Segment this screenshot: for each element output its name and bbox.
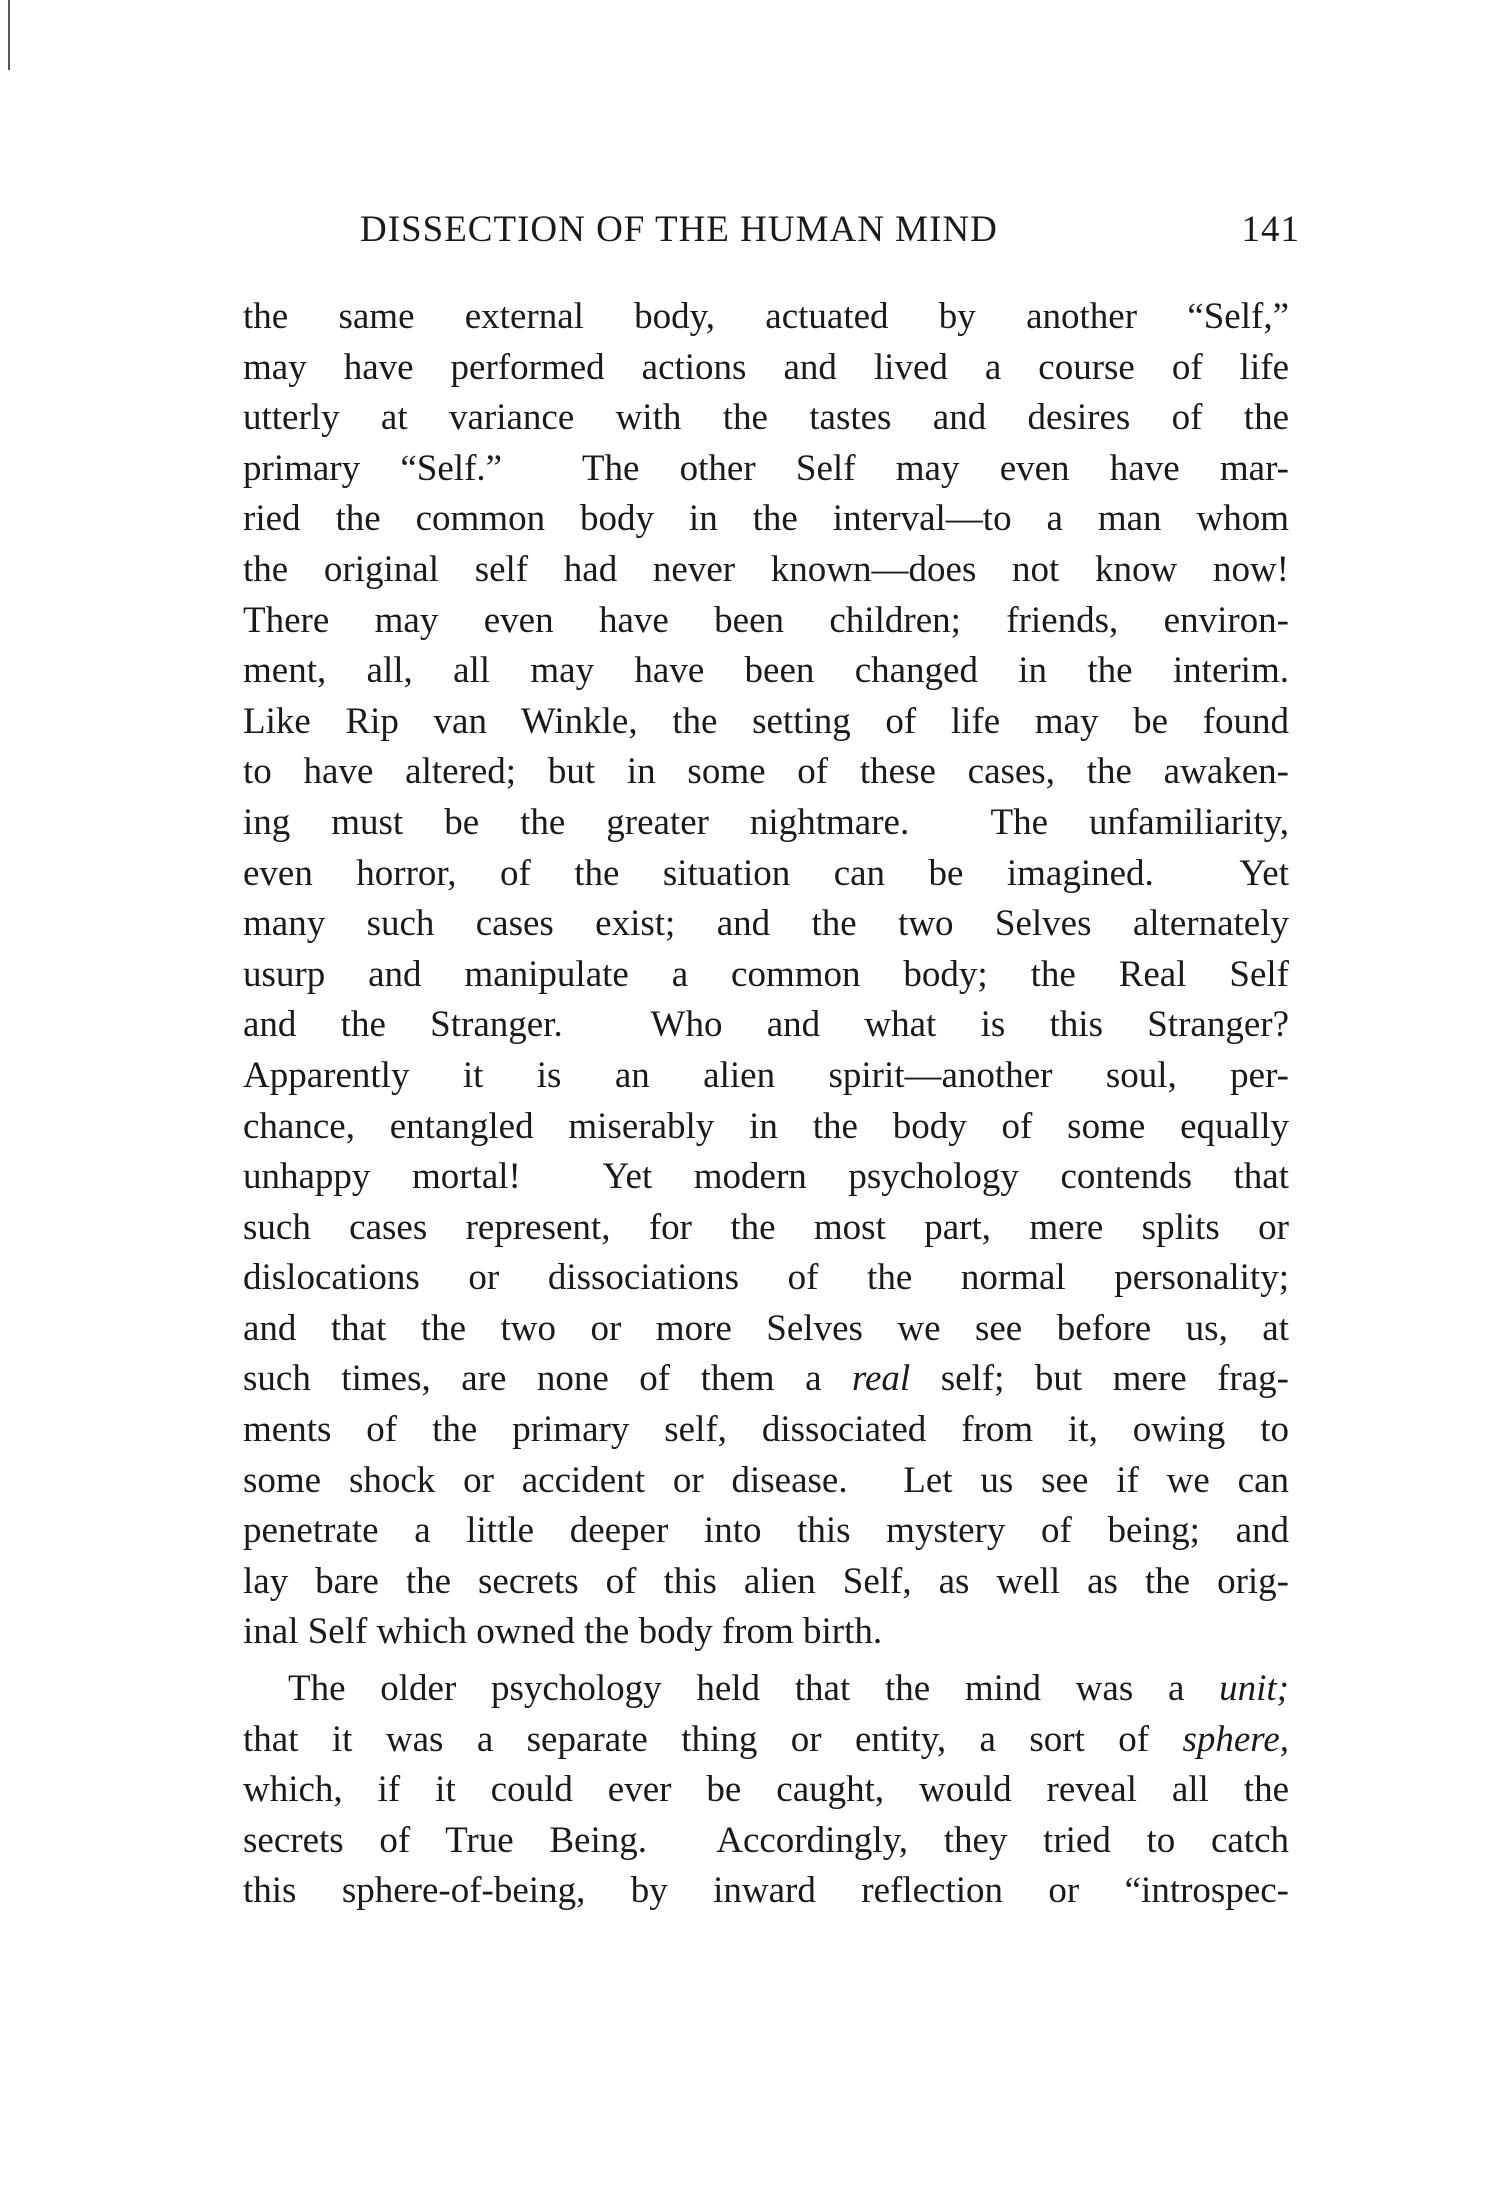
text-line: [243, 1152, 1289, 1203]
text-line: [243, 798, 1289, 849]
text-run: such cases represent, for the most part, mere splits or: [243, 1206, 1289, 1248]
text-run: this sphere-of-being, by inward reflection or “introspec-: [243, 1870, 1289, 1912]
scan-edge-mark: [8, 0, 10, 70]
text-run: penetrate a little deeper into this mystery of being; and: [243, 1510, 1289, 1552]
text-run: many such cases exist; and the two Selves alternately: [243, 903, 1289, 945]
italic-text: sphere,: [1182, 1718, 1289, 1760]
text-run: lay bare the secrets of this alien Self, as well as the orig-: [243, 1560, 1289, 1602]
text-run: ment, all, all may have been changed in the interim.: [243, 650, 1289, 692]
italic-text: real: [851, 1358, 911, 1400]
body-text: [243, 292, 1289, 1917]
text-line: [243, 343, 1289, 394]
text-run: secrets of True Being. Accordingly, they tried to catch: [243, 1819, 1289, 1861]
paragraph: [243, 1664, 1289, 1917]
running-head: [360, 202, 1300, 258]
text-line: [243, 1000, 1289, 1051]
text-run: utterly at variance with the tastes and desires of the: [243, 397, 1289, 439]
text-line: [243, 1456, 1289, 1507]
text-line: [243, 646, 1289, 697]
text-run: Apparently it is an alien spirit—another soul, per-: [243, 1054, 1289, 1096]
text-line: [243, 1304, 1289, 1355]
text-run: even horror, of the situation can be imagined. Yet: [243, 852, 1289, 894]
text-line: [243, 1405, 1289, 1456]
text-line: [243, 1354, 1289, 1405]
text-run: such times, are none of them a: [243, 1358, 852, 1400]
text-run: and the Stranger. Who and what is this Stranger?: [243, 1004, 1289, 1046]
text-run: The older psychology held that the mind was a: [288, 1668, 1220, 1710]
text-run: usurp and manipulate a common body; the Real Self: [243, 953, 1289, 995]
text-run: and that the two or more Selves we see before us, at: [243, 1307, 1289, 1349]
text-line: [243, 697, 1289, 748]
page-number: 141: [1241, 209, 1300, 250]
text-line: [243, 1816, 1289, 1867]
text-line: [243, 1765, 1289, 1816]
text-run: unhappy mortal! Yet modern psychology contends that: [243, 1156, 1289, 1198]
text-run: inal Self which owned the body from birth.: [243, 1611, 883, 1653]
text-run: the original self had never known—does not know now!: [243, 548, 1289, 590]
text-run: ried the common body in the interval—to a man whom: [243, 498, 1289, 540]
text-line: [243, 1051, 1289, 1102]
italic-text: unit;: [1219, 1668, 1289, 1710]
text-run: ing must be the greater nightmare. The unfamiliarity,: [243, 801, 1289, 843]
text-line: [243, 1203, 1289, 1254]
text-run: Like Rip van Winkle, the setting of life may be found: [243, 700, 1289, 742]
text-line: [243, 1102, 1289, 1153]
text-run: primary “Self.” The other Self may even have mar-: [243, 447, 1289, 489]
text-line: [243, 1866, 1289, 1917]
running-head-title: DISSECTION OF THE HUMAN MIND: [360, 209, 998, 250]
text-run: which, if it could ever be caught, would reveal all the: [243, 1769, 1289, 1811]
text-line: [243, 596, 1289, 647]
text-run: chance, entangled miserably in the body of some equally: [243, 1105, 1289, 1147]
text-run: that it was a separate thing or entity, a sort of: [243, 1718, 1183, 1760]
text-run: self; but mere frag-: [910, 1358, 1289, 1400]
text-run: the same external body, actuated by another “Self,”: [243, 296, 1289, 337]
text-run: may have performed actions and lived a course of life: [243, 346, 1289, 388]
text-run: to have altered; but in some of these cases, the awaken-: [243, 751, 1289, 793]
text-line: [243, 1664, 1289, 1715]
text-line: [243, 950, 1289, 1001]
text-run: There may even have been children; friends, environ-: [243, 599, 1289, 641]
text-line: [243, 849, 1289, 900]
text-run: some shock or accident or disease. Let us see if we can: [243, 1459, 1289, 1501]
paragraph: [243, 292, 1289, 1658]
text-line: [243, 292, 1289, 343]
text-line: [243, 393, 1289, 444]
text-run: dislocations or dissociations of the normal personality;: [243, 1257, 1289, 1299]
text-line: [243, 545, 1289, 596]
text-line: [243, 747, 1289, 798]
text-run: ments of the primary self, dissociated from it, owing to: [243, 1409, 1289, 1451]
text-line: [243, 1506, 1289, 1557]
text-line: [243, 1253, 1289, 1304]
text-line: [243, 1715, 1289, 1766]
text-line: [243, 444, 1289, 495]
text-line: [243, 1557, 1289, 1608]
text-line: [243, 899, 1289, 950]
text-line: [243, 494, 1289, 545]
text-line: [243, 1607, 1289, 1658]
